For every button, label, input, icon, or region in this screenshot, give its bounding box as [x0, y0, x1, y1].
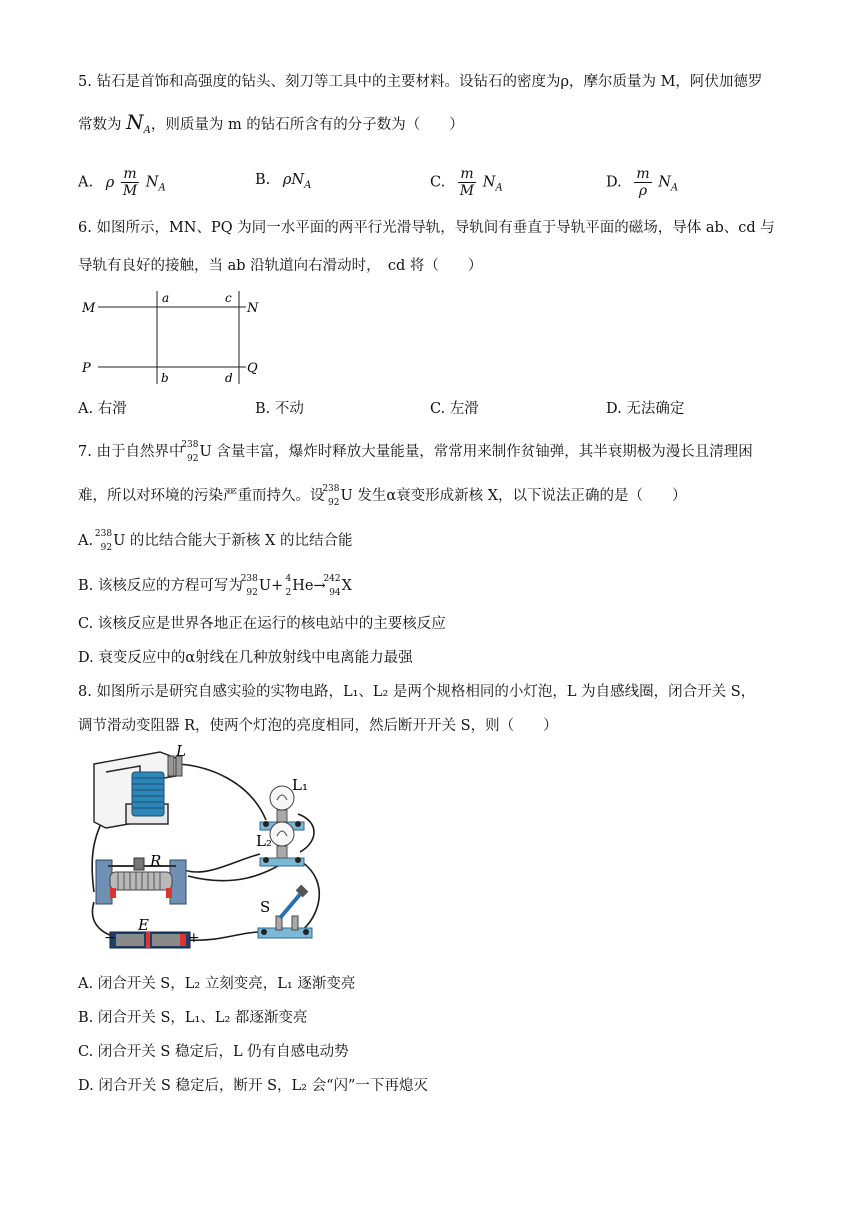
label-inductor: L: [176, 742, 186, 760]
label-lamp-l2: L₂: [256, 832, 272, 850]
q6-stem-line2: 导轨有良好的接触，当 ab 沿轨道向右滑动时， cd 将（ ）: [78, 258, 483, 274]
q8-circuit-figure: [80, 742, 335, 960]
q6-option-c: C. 左滑: [430, 401, 479, 417]
label-lamp-l1: L₁: [292, 776, 308, 794]
q6-option-b: B. 不动: [255, 401, 304, 417]
q6-stem-line1: 6. 如图所示，MN、PQ 为同一水平面的两平行光滑导轨，导轨间有垂直于导轨平面的磁场，导体 ab、cd 与: [78, 220, 775, 236]
label-battery-plus: +: [188, 930, 200, 946]
q5-option-a: A. ρ $\frac{m}{M}$ $N_A$: [78, 166, 166, 199]
q7-stem-line2: 难，所以对环境的污染严重而持久。设 238 92 U 发生α衰变形成新核 X，以下说法正确的是（ ）: [78, 484, 687, 508]
q7-stem-line1: 7. 由于自然界中 238 92 U 含量丰富，爆炸时释放大量能量，常常用来制作贫铀弹，其半衰期极为漫长且清理困: [78, 440, 753, 464]
label-b: b: [161, 371, 169, 385]
label-q: Q: [247, 361, 258, 376]
q8-option-a: A. 闭合开关 S，L₂ 立刻变亮，L₁ 逐渐变亮: [78, 976, 356, 992]
q5-option-c: C. $\frac{m}{M}$ $N_A$: [430, 166, 503, 199]
label-c: c: [225, 291, 232, 305]
q8-stem-line1: 8. 如图所示是研究自感实验的实物电路，L₁、L₂ 是两个规格相同的小灯泡，L 为自感线圈，闭合开关 S，: [78, 684, 756, 700]
q7-option-b: B. 该核反应的方程可写为 238 92 U+ 4 2 He→ 242 94 X: [78, 574, 352, 598]
label-m: M: [82, 301, 96, 316]
q8-stem-line2: 调节滑动变阻器 R，使两个灯泡的亮度相同，然后断开开关 S，则（ ）: [78, 718, 558, 734]
label-rheostat: R: [150, 852, 162, 870]
label-d: d: [225, 371, 233, 385]
q7-option-c: C. 该核反应是世界各地正在运行的核电站中的主要核反应: [78, 616, 446, 632]
q5-stem-line1: 5. 钻石是首饰和高强度的钻头、刻刀等工具中的主要材料。设钻石的密度为ρ，摩尔质量为 M，阿伏加德罗: [78, 74, 763, 90]
label-p: P: [82, 361, 91, 376]
label-switch: S: [260, 898, 271, 916]
label-a: a: [162, 291, 170, 305]
q7-option-d: D. 衰变反应中的α射线在几种放射线中电离能力最强: [78, 650, 413, 666]
q8-option-d: D. 闭合开关 S 稳定后，断开 S，L₂ 会“闪”一下再熄灭: [78, 1078, 428, 1094]
q6-option-d: D. 无法确定: [606, 401, 685, 417]
label-n: N: [247, 301, 259, 316]
rheostat: [96, 858, 186, 904]
battery: [110, 932, 190, 948]
q5-stem-line2: 常数为 $N_A$，则质量为 m 的钻石所含有的分子数为（ ）: [78, 110, 464, 136]
q5-option-d: D. $\frac{m}{\rho}$ $N_A$: [606, 166, 679, 199]
q6-rail-diagram: [78, 288, 278, 388]
label-battery: E: [138, 916, 149, 934]
label-battery-minus: −: [104, 930, 116, 946]
q7-option-a: A. 238 92 U 的比结合能大于新核 X 的比结合能: [78, 529, 353, 553]
q6-option-a: A. 右滑: [78, 401, 127, 417]
q8-option-b: B. 闭合开关 S，L₁、L₂ 都逐渐变亮: [78, 1010, 308, 1026]
q5-option-b: B. $\rho N_A$: [255, 172, 312, 191]
q8-option-c: C. 闭合开关 S 稳定后，L 仍有自感电动势: [78, 1044, 349, 1060]
